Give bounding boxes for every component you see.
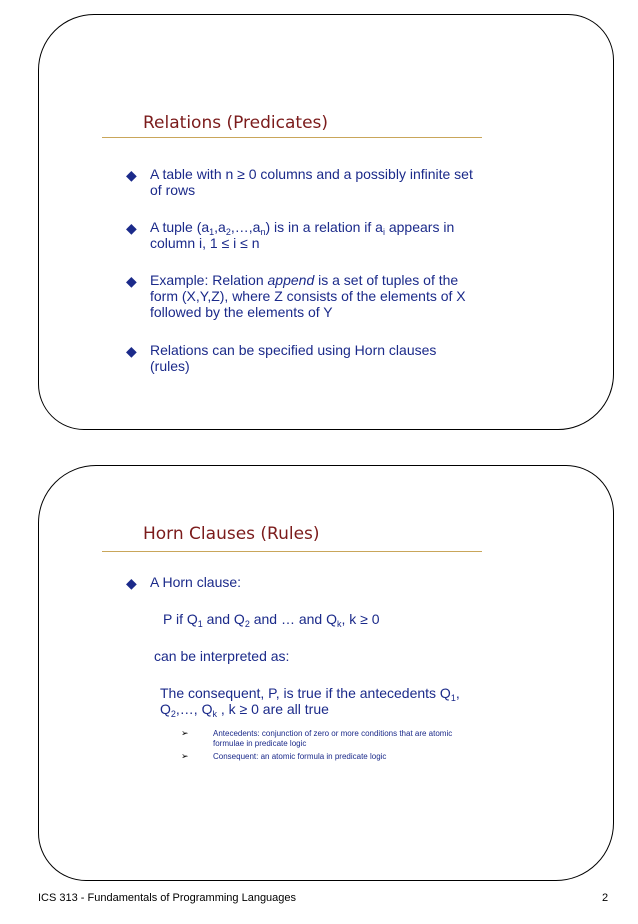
interpretation-label: can be interpreted as: <box>154 648 290 664</box>
bullet-text: A tuple $(a_1,a_2,\dots,a_n)$ is in a relation if $a_i$ appears in column i, 1 ≤ i ≤ n <box>150 219 455 251</box>
diamond-bullet-icon: ◆ <box>126 273 137 289</box>
diamond-bullet-icon: ◆ <box>126 220 137 236</box>
bullet-text: Relations can be specified using Horn clauses (rules) <box>150 342 437 374</box>
bullet-text: A Horn clause: <box>150 574 242 590</box>
consequent-text: The consequent, P, is true if the antecedents $Q_1$, $Q_2,\dots$, $Q_k$ , k ≥ 0 are all true <box>160 685 460 719</box>
bullet-text: Example: Relation append is a set of tuples of the form (X,Y,Z), where Z consists of the elements of X followed by the elements of Y <box>150 272 466 320</box>
footer-course: ICS 313 - Fundamentals of Programming Languages <box>38 892 297 904</box>
arrowhead-bullet-icon: ➢ <box>181 728 189 738</box>
sub-bullet-text: Antecedents: conjunction of zero or more conditions that are atomic formulae in predicate logic <box>213 729 453 748</box>
diamond-bullet-icon: ◆ <box>126 343 137 359</box>
diamond-bullet-icon: ◆ <box>126 575 137 591</box>
slide-title: Relations (Predicates) <box>143 113 329 133</box>
slide-relations <box>38 14 614 430</box>
title-underline <box>102 551 482 552</box>
page-number: 2 <box>602 892 609 904</box>
slide-horn-clauses <box>38 465 614 881</box>
title-underline <box>102 137 482 138</box>
arrowhead-bullet-icon: ➢ <box>181 751 189 761</box>
bullet-text: A table with n ≥ 0 columns and a possibly infinite set of rows <box>150 166 473 198</box>
clause-formula: P if $Q_1$ and $Q_2$ and … and $Q_k$, k ≥ 0 <box>163 611 380 629</box>
slide-title: Horn Clauses (Rules) <box>143 524 320 544</box>
sub-bullet-text: Consequent: an atomic formula in predicate logic <box>213 752 387 761</box>
diamond-bullet-icon: ◆ <box>126 167 137 183</box>
